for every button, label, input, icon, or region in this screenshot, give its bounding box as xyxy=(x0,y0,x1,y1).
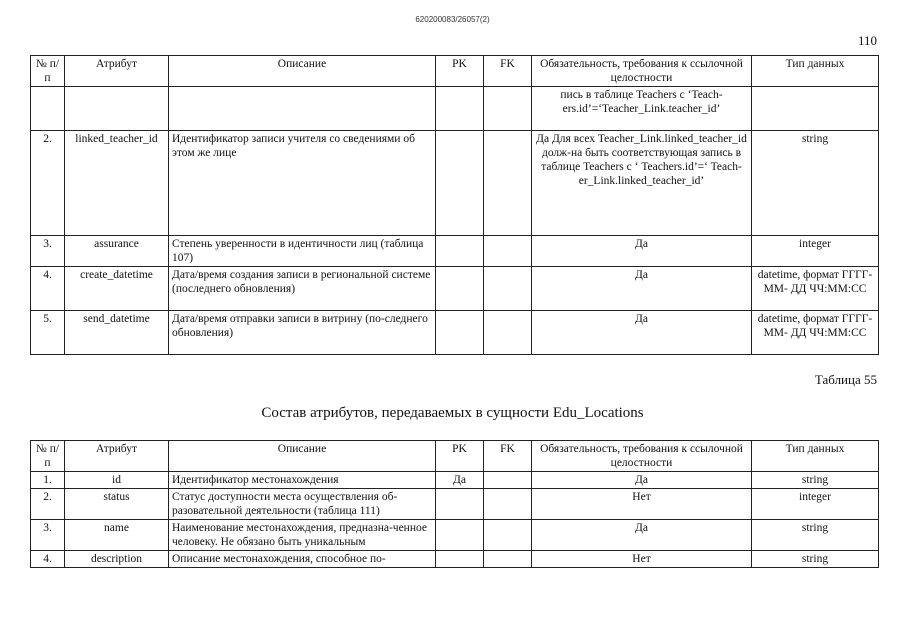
row-req: Да xyxy=(532,311,752,355)
row-req: Да xyxy=(532,472,752,489)
row-pk xyxy=(436,489,484,520)
row-req: Да xyxy=(532,267,752,311)
row-attr: id xyxy=(65,472,169,489)
col-fk-header: FK xyxy=(484,441,532,472)
row-desc: Дата/время отправки записи в витрину (по-следнего обновления) xyxy=(169,311,436,355)
col-pk-header: PK xyxy=(436,56,484,87)
document-id: 620200083/26057(2) xyxy=(415,15,490,24)
table-row xyxy=(31,311,879,355)
row-type: datetime, формат ГГГГ-ММ- ДД ЧЧ:ММ:СС xyxy=(752,267,879,311)
row-num: 1. xyxy=(31,472,65,489)
row-type: string xyxy=(752,520,879,551)
page-number: 110 xyxy=(857,33,877,48)
row-desc: Наименование местонахождения, предназна-ченное человеку. Не обязано быть уникальным xyxy=(169,520,436,551)
row-fk xyxy=(484,311,532,355)
col-req-header: Обязательность, требования к ссылочной целостности xyxy=(532,56,752,87)
row-num: 3. xyxy=(31,236,65,267)
edu-locations-table xyxy=(30,440,879,568)
row-pk xyxy=(436,236,484,267)
row-fk xyxy=(484,472,532,489)
row-attr: linked_teacher_id xyxy=(65,131,169,236)
row-fk xyxy=(484,520,532,551)
row-req: Да xyxy=(532,520,752,551)
row-attr: description xyxy=(65,551,169,568)
table-header-row xyxy=(31,56,879,87)
row-req: Да Для всех Teacher_Link.linked_teacher_id долж-на быть соответствующая запись в таблице Teachers с ‘ Teachers.id’=‘ Teach-er_Link.linked_teacher_id’ xyxy=(532,131,752,236)
col-desc-header: Описание xyxy=(169,441,436,472)
row-fk xyxy=(484,87,532,131)
row-desc xyxy=(169,87,436,131)
row-type: integer xyxy=(752,236,879,267)
row-req: Нет xyxy=(532,489,752,520)
row-num: 2. xyxy=(31,489,65,520)
table-number-label: Таблица 55 xyxy=(814,372,877,387)
row-type: datetime, формат ГГГГ-ММ- ДД ЧЧ:ММ:СС xyxy=(752,311,879,355)
row-desc: Идентификатор записи учителя со сведениями об этом же лице xyxy=(169,131,436,236)
row-num: 3. xyxy=(31,520,65,551)
row-num xyxy=(31,87,65,131)
row-attr: status xyxy=(65,489,169,520)
row-type: string xyxy=(752,551,879,568)
row-pk xyxy=(436,520,484,551)
col-num-header: № п/п xyxy=(31,441,65,472)
table-row xyxy=(31,472,879,489)
row-desc: Дата/время создания записи в региональной системе (последнего обновления) xyxy=(169,267,436,311)
table-header-row xyxy=(31,441,879,472)
row-fk xyxy=(484,267,532,311)
col-attr-header: Атрибут xyxy=(65,441,169,472)
table-row xyxy=(31,520,879,551)
row-attr: send_datetime xyxy=(65,311,169,355)
table-row xyxy=(31,131,879,236)
row-num: 2. xyxy=(31,131,65,236)
row-req: пись в таблице Teachers с ‘Teach-ers.id’=‘Teacher_Link.teacher_id’ xyxy=(532,87,752,131)
row-fk xyxy=(484,236,532,267)
col-req-header: Обязательность, требования к ссылочной целостности xyxy=(532,441,752,472)
row-num: 4. xyxy=(31,267,65,311)
row-pk xyxy=(436,311,484,355)
row-type xyxy=(752,87,879,131)
row-attr: assurance xyxy=(65,236,169,267)
table-row xyxy=(31,236,879,267)
table-row xyxy=(31,489,879,520)
row-fk xyxy=(484,489,532,520)
row-pk xyxy=(436,131,484,236)
table-title: Состав атрибутов, передаваемых в сущности Edu_Locations xyxy=(261,405,644,421)
row-desc: Описание местонахождения, способное по- xyxy=(169,551,436,568)
row-pk xyxy=(436,87,484,131)
row-attr xyxy=(65,87,169,131)
row-attr: name xyxy=(65,520,169,551)
row-desc: Статус доступности места осуществления об-разовательной деятельности (таблица 111) xyxy=(169,489,436,520)
row-desc: Степень уверенности в идентичности лиц (таблица 107) xyxy=(169,236,436,267)
row-type: string xyxy=(752,472,879,489)
row-desc: Идентификатор местонахождения xyxy=(169,472,436,489)
col-num-header: № п/п xyxy=(31,56,65,87)
col-desc-header: Описание xyxy=(169,56,436,87)
col-fk-header: FK xyxy=(484,56,532,87)
row-num: 4. xyxy=(31,551,65,568)
row-fk xyxy=(484,131,532,236)
row-pk xyxy=(436,267,484,311)
attributes-table-continued xyxy=(30,55,879,355)
row-num: 5. xyxy=(31,311,65,355)
table-row xyxy=(31,551,879,568)
col-attr-header: Атрибут xyxy=(65,56,169,87)
row-fk xyxy=(484,551,532,568)
col-type-header: Тип данных xyxy=(752,56,879,87)
row-attr: create_datetime xyxy=(65,267,169,311)
row-type: string xyxy=(752,131,879,236)
table-row xyxy=(31,87,879,131)
row-req: Нет xyxy=(532,551,752,568)
col-type-header: Тип данных xyxy=(752,441,879,472)
row-pk xyxy=(436,551,484,568)
table-row xyxy=(31,267,879,311)
row-pk: Да xyxy=(436,472,484,489)
row-type: integer xyxy=(752,489,879,520)
col-pk-header: PK xyxy=(436,441,484,472)
row-req: Да xyxy=(532,236,752,267)
